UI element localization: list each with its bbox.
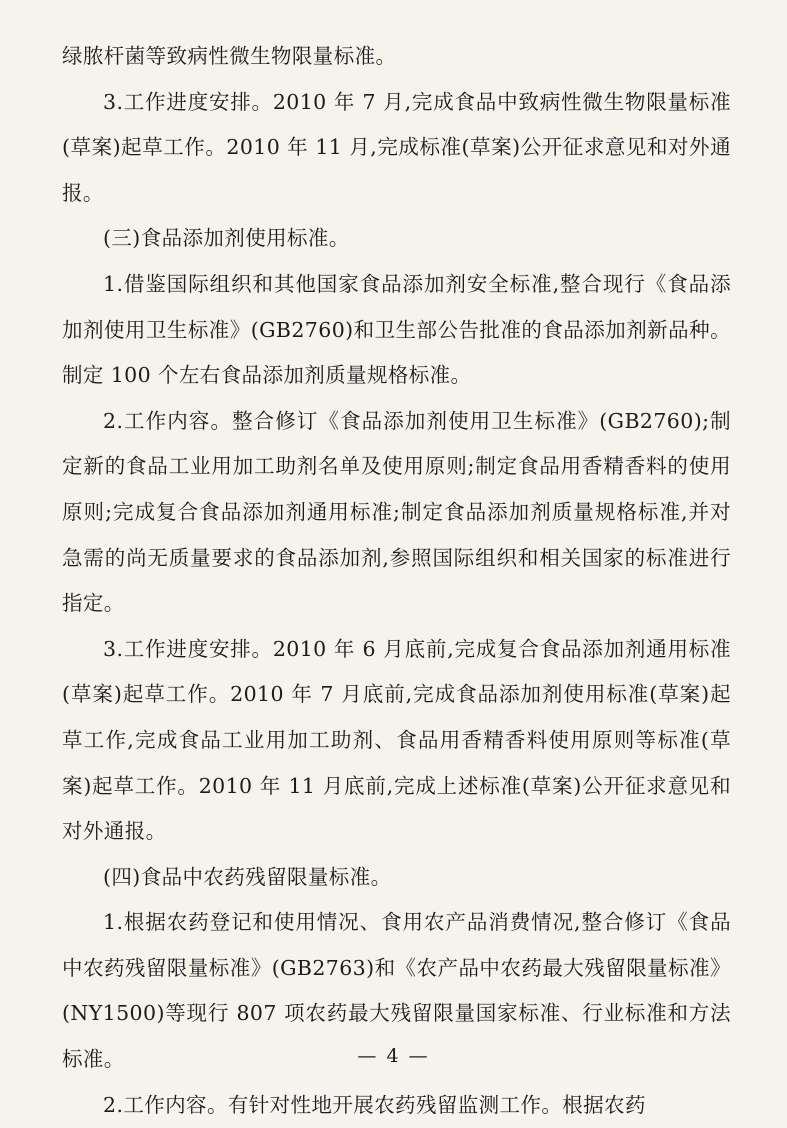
paragraph-pesticide-content: 2.工作内容。有针对性地开展农药残留监测工作。根据农药 bbox=[103, 1092, 646, 1117]
paragraph-additive-content: 2.工作内容。整合修订《食品添加剂使用卫生标准》(GB2760);制定新的食品工业用加工助剂名单及使用原则;制定食品用香精香料的使用原则;完成复合食品添加剂通用标准;制定食品添加剂质量规格标准,并对急需的尚无质量要求的食品添加剂,参照国际组织和相关国家的标准进行指定。 bbox=[62, 408, 731, 616]
paragraph-section-3-title: (三)食品添加剂使用标准。 bbox=[103, 226, 350, 251]
paragraph-progress-microbe: 3.工作进度安排。2010 年 7 月,完成食品中致病性微生物限量标准(草案)起草工作。2010 年 11 月,完成标准(草案)公开征求意见和对外通报。 bbox=[62, 89, 731, 205]
document-body bbox=[62, 34, 731, 1128]
paragraph-continued-line: 绿脓杆菌等致病性微生物限量标准。 bbox=[62, 44, 397, 68]
paragraph-pesticide-basis: 1.根据农药登记和使用情况、食用农产品消费情况,整合修订《食品中农药残留限量标准》(GB2763)和《农产品中农药最大残留限量标准》(NY1500)等现行 807 项农药最大残留限量国家标准、行业标准和方法标准。 bbox=[62, 910, 731, 1072]
paragraph-additive-reference: 1.借鉴国际组织和其他国家食品添加剂安全标准,整合现行《食品添加剂使用卫生标准》(GB2760)和卫生部公告批准的食品添加剂新品种。制定 100 个左右食品添加剂质量规格标准。 bbox=[62, 271, 731, 388]
paragraph-section-4-title: (四)食品中农药残留限量标准。 bbox=[103, 864, 392, 889]
paragraph-additive-progress: 3.工作进度安排。2010 年 6 月底前,完成复合食品添加剂通用标准(草案)起草工作。2010 年 7 月底前,完成食品添加剂使用标准(草案)起草工作,完成食品工业用加工助剂、食品用香精香料使用原则等标准(草案)起草工作。2010 年 11 月底前,完成上述标准(草案)公开征求意见和对外通报。 bbox=[62, 636, 731, 844]
page-number: — 4 — bbox=[357, 1045, 430, 1067]
page-footer bbox=[0, 1045, 787, 1067]
